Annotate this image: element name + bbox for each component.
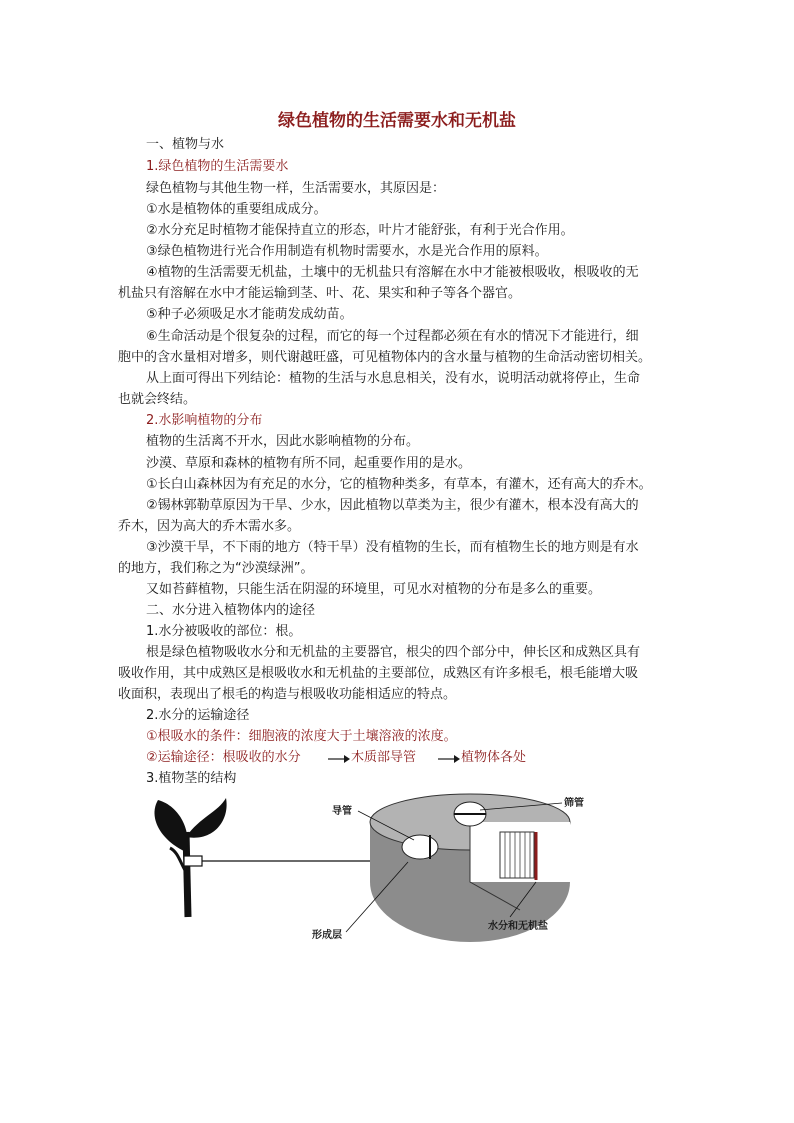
arrow-right-icon	[328, 753, 350, 765]
pathway-destination: 植物体各处	[461, 750, 527, 765]
pathway-vessel: 木质部导管	[351, 750, 417, 765]
stem-cross-section	[370, 794, 570, 942]
subheading-2-2: 2.水分的运输途径	[146, 708, 250, 723]
label-sieve-tube: 筛管	[564, 798, 584, 809]
paragraph-line: 又如苔藓植物，只能生活在阴湿的环境里，可见水对植物的分布是多么的重要。	[146, 582, 602, 597]
stem-structure-figure	[140, 792, 600, 952]
paragraph-line: 吸收作用，其中成熟区是根吸收水和无机盐的主要部位，成熟区有许多根毛，根毛能增大吸	[118, 666, 639, 681]
label-cambium: 形成层	[312, 930, 342, 941]
document-title: 绿色植物的生活需要水和无机盐	[278, 111, 516, 131]
section-heading-2: 二、水分进入植物体内的途径	[146, 603, 316, 618]
stem-diagram	[140, 792, 600, 952]
label-vessel: 导管	[332, 806, 352, 817]
paragraph-line: 收面积，表现出了根毛的构造与根吸收功能相适应的特点。	[118, 687, 457, 702]
paragraph-line: 胞中的含水量相对增多，则代谢越旺盛，可见植物体内的含水量与植物的生命活动密切相关。	[118, 350, 652, 365]
paragraph-line: ②水分充足时植物才能保持直立的形态，叶片才能舒张，有利于光合作用。	[146, 223, 574, 238]
paragraph-line: 绿色植物与其他生物一样，生活需要水，其原因是：	[146, 181, 446, 196]
paragraph-line: ⑤种子必须吸足水才能萌发成幼苗。	[146, 307, 353, 322]
paragraph-line: ④植物的生活需要无机盐，土壤中的无机盐只有溶解在水中才能被根吸收，根吸收的无	[146, 265, 639, 280]
section-heading-1: 一、植物与水	[146, 137, 225, 152]
paragraph-line: 根是绿色植物吸收水分和无机盐的主要器官，根尖的四个部分中，伸长区和成熟区具有	[146, 645, 641, 660]
paragraph-line: 沙漠、草原和森林的植物有所不同，起重要作用的是水。	[146, 456, 472, 471]
condition-line: ①根吸水的条件：细胞液的浓度大于土壤溶液的浓度。	[146, 729, 457, 744]
paragraph-line: ①长白山森林因为有充足的水分，它的植物种类多，有草本，有灌木，还有高大的乔木。	[146, 477, 652, 492]
pathway-start: ②运输途径：根吸收的水分	[146, 750, 301, 765]
paragraph-line: 也就会终结。	[118, 392, 197, 407]
paragraph-line: ①水是植物体的重要组成成分。	[146, 202, 327, 217]
paragraph-line: 乔木，因为高大的乔木需水多。	[118, 519, 301, 534]
arrow-right-icon	[438, 753, 460, 765]
paragraph-line: ②锡林郭勒草原因为干旱、少水，因此植物以草类为主，很少有灌木，根本没有高大的	[146, 498, 639, 513]
plant-sprig-illustration	[154, 798, 226, 917]
paragraph-line: 机盐只有溶解在水中才能运输到茎、叶、花、果实和种子等各个器官。	[118, 286, 522, 301]
paragraph-line: 植物的生活离不开水，因此水影响植物的分布。	[146, 434, 420, 449]
subheading-1-2: 2.水影响植物的分布	[146, 413, 263, 428]
subheading-2-1: 1.水分被吸收的部位：根。	[146, 624, 302, 639]
paragraph-line: 的地方，我们称之为“沙漠绿洲”。	[118, 561, 314, 576]
paragraph-line: 从上面可得出下列结论：植物的生活与水息息相关，没有水，说明活动就将停止，生命	[146, 371, 641, 386]
paragraph-line: ③沙漠干旱，不下雨的地方（特干旱）没有植物的生长，而有植物生长的地方则是有水	[146, 540, 639, 555]
subheading-1-1: 1.绿色植物的生活需要水	[146, 159, 289, 174]
paragraph-line: ③绿色植物进行光合作用制造有机物时需要水，水是光合作用的原料。	[146, 244, 548, 259]
paragraph-line: ⑥生命活动是个很复杂的过程，而它的每一个过程都必须在有水的情况下才能进行，细	[146, 329, 639, 344]
label-water-salts: 水分和无机盐	[488, 921, 548, 932]
subheading-2-3: 3.植物茎的结构	[146, 771, 237, 786]
